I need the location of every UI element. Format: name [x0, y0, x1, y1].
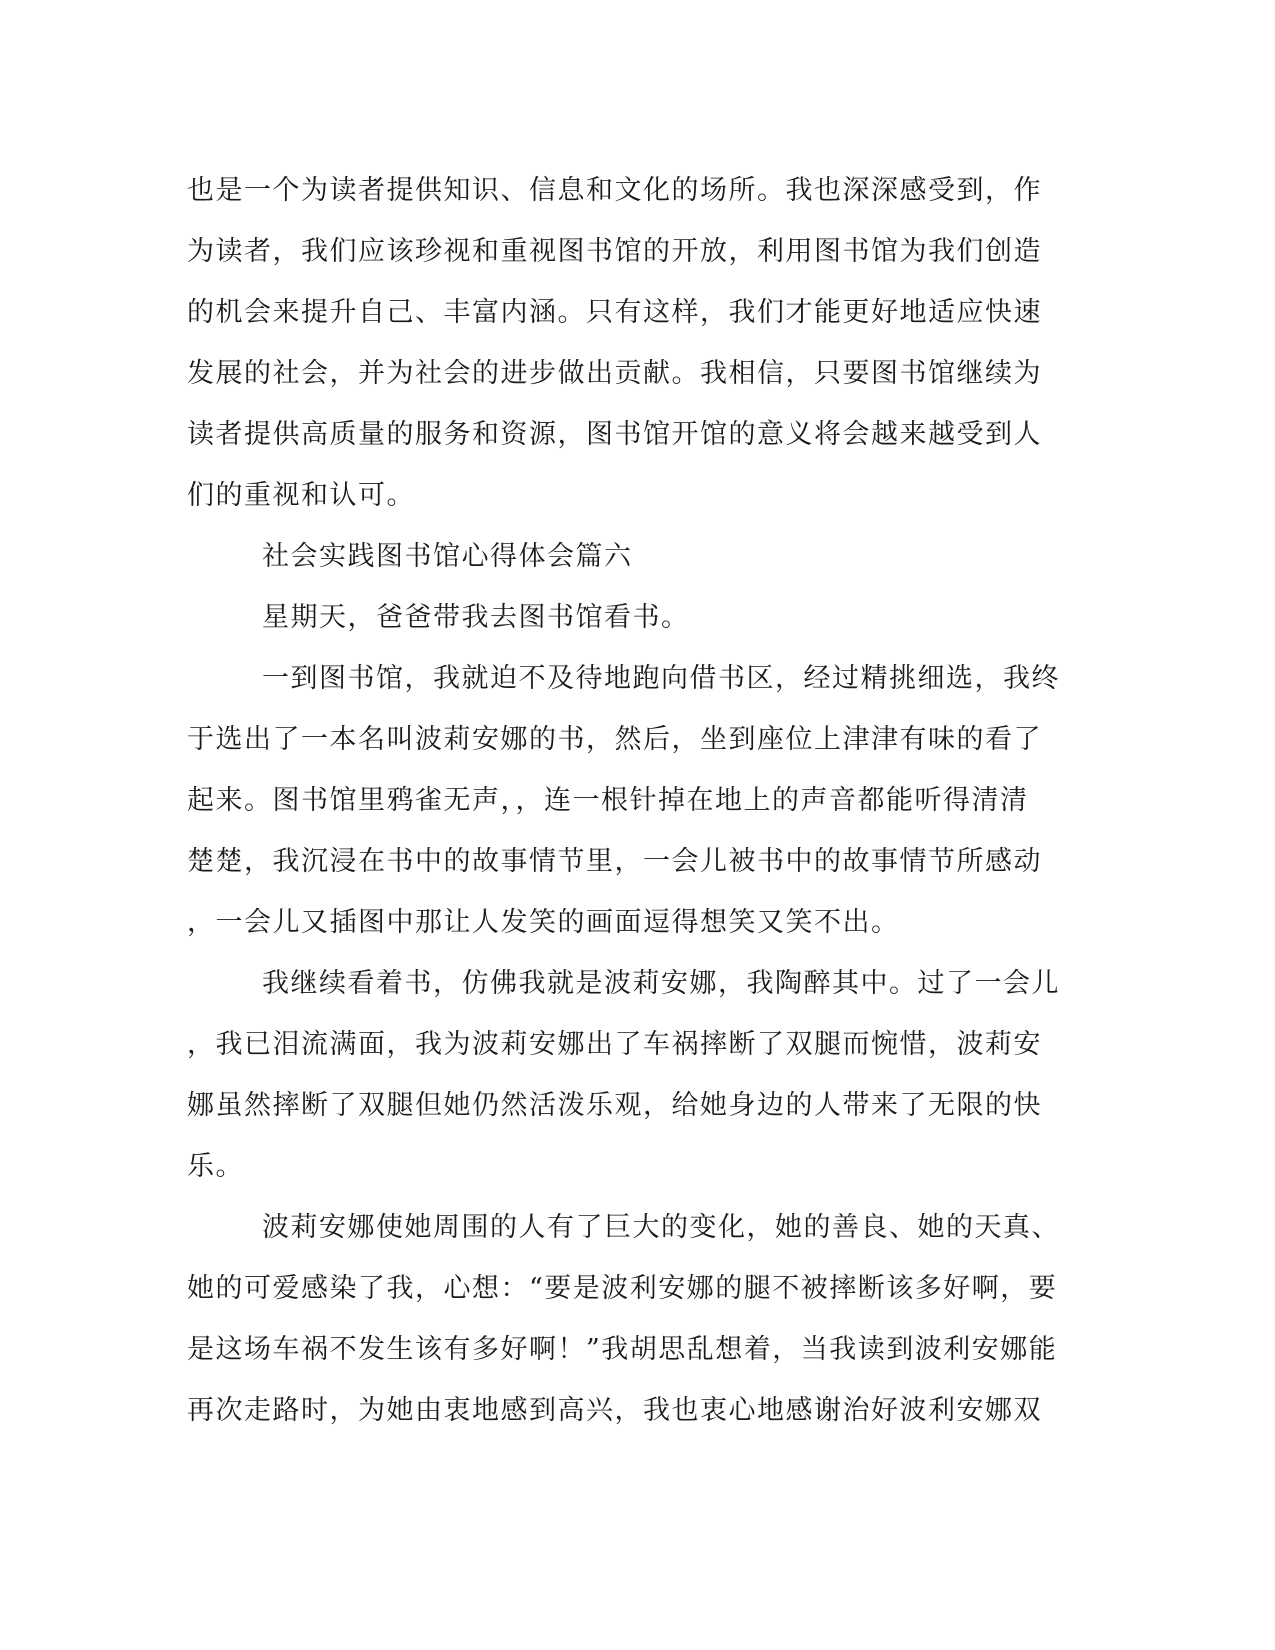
text-line: 社会实践图书馆心得体会篇六: [262, 541, 633, 572]
text-line: 乐。: [187, 1151, 244, 1182]
text-line: 发展的社会，并为社会的进步做出贡献。我相信，只要图书馆继续为: [187, 358, 1042, 389]
text-line: 也是一个为读者提供知识、信息和文化的场所。我也深深感受到，作: [187, 175, 1042, 206]
text-line: 我继续看着书，仿佛我就是波莉安娜，我陶醉其中。过了一会儿: [262, 968, 1060, 999]
text-line: ，我已泪流满面，我为波莉安娜出了车祸摔断了双腿而惋惜，波莉安: [187, 1029, 1042, 1060]
text-line: 一到图书馆，我就迫不及待地跑向借书区，经过精挑细选，我终: [262, 663, 1060, 694]
text-line: 们的重视和认可。: [187, 480, 415, 511]
text-line: 楚楚，我沉浸在书中的故事情节里，一会儿被书中的故事情节所感动: [187, 846, 1042, 877]
text-line: 起来。图书馆里鸦雀无声，，连一根针掉在地上的声音都能听得清清: [187, 785, 1029, 816]
text-line: 再次走路时，为她由衷地感到高兴，我也衷心地感谢治好波利安娜双: [187, 1395, 1042, 1426]
text-line: ，一会儿又插图中那让人发笑的画面逗得想笑又笑不出。: [187, 907, 900, 938]
text-line: 星期天，爸爸带我去图书馆看书。: [262, 602, 690, 633]
text-line: 她的可爱感染了我，心想：“要是波利安娜的腿不被摔断该多好啊，要: [187, 1273, 1058, 1304]
body-text: [187, 160, 1067, 1441]
text-line: 为读者，我们应该珍视和重视图书馆的开放，利用图书馆为我们创造: [187, 236, 1042, 267]
text-line: 读者提供高质量的服务和资源，图书馆开馆的意义将会越来越受到人: [187, 419, 1042, 450]
text-line: 波莉安娜使她周围的人有了巨大的变化，她的善良、她的天真、: [262, 1212, 1060, 1243]
text-line: 娜虽然摔断了双腿但她仍然活泼乐观，给她身边的人带来了无限的快: [187, 1090, 1042, 1121]
text-line: 是这场车祸不发生该有多好啊！”我胡思乱想着，当我读到波利安娜能: [187, 1334, 1058, 1365]
text-line: 于选出了一本名叫波莉安娜的书，然后，坐到座位上津津有味的看了: [187, 724, 1042, 755]
text-line: 的机会来提升自己、丰富内涵。只有这样，我们才能更好地适应快速: [187, 297, 1042, 328]
